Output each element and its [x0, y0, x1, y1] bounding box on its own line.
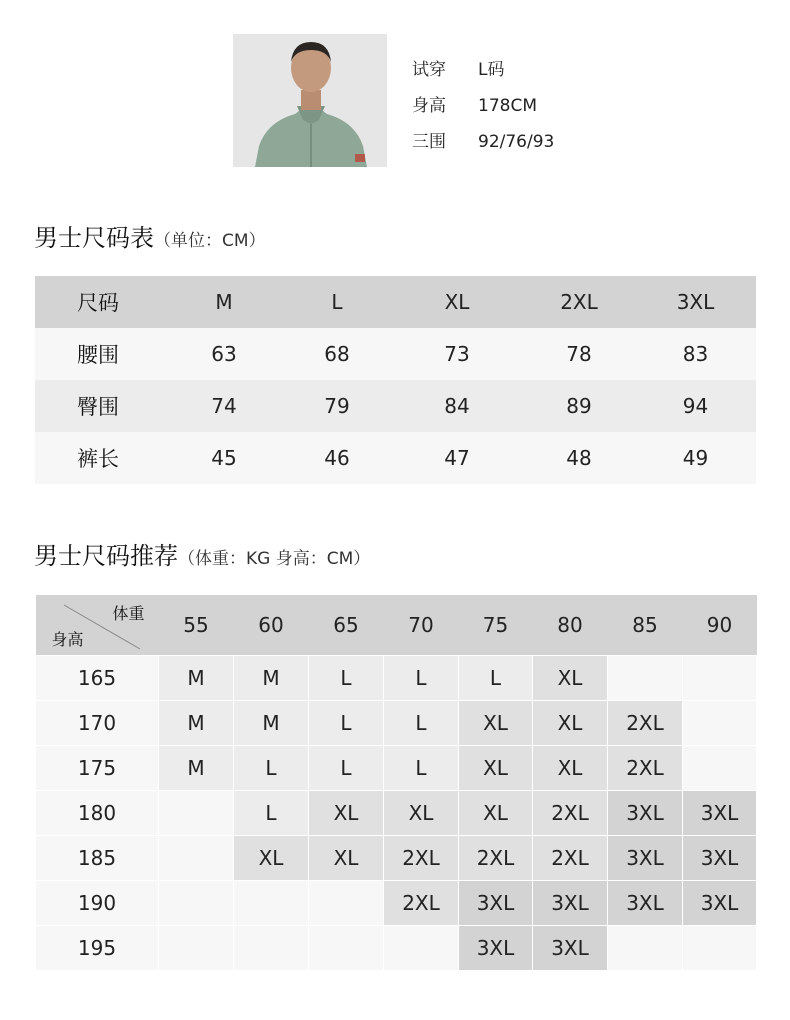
- measurements-value: 92/76/93: [478, 132, 555, 152]
- size-cell: [234, 881, 309, 926]
- table-row: [36, 926, 757, 971]
- table-cell: 83: [635, 328, 756, 380]
- size-cell: 3XL: [459, 926, 533, 971]
- height-value: 195: [36, 926, 159, 971]
- size-cell: [683, 701, 757, 746]
- table-cell: 46: [283, 432, 391, 484]
- height-value: 178CM: [478, 96, 537, 116]
- weight-header: 75: [459, 595, 533, 656]
- size-cell: [683, 656, 757, 701]
- header-cell: M: [165, 276, 283, 328]
- recommend-title: [34, 536, 370, 571]
- recommend-body: [36, 656, 757, 971]
- size-cell: XL: [234, 836, 309, 881]
- table-cell: 45: [165, 432, 283, 484]
- header-cell: L: [283, 276, 391, 328]
- height-value: 185: [36, 836, 159, 881]
- fit-size-row: [412, 52, 554, 88]
- size-cell: XL: [309, 791, 384, 836]
- size-cell: M: [159, 746, 234, 791]
- height-value: 165: [36, 656, 159, 701]
- size-cell: XL: [533, 701, 608, 746]
- size-cell: [683, 926, 757, 971]
- table-cell: 78: [523, 328, 635, 380]
- size-cell: 3XL: [459, 881, 533, 926]
- size-cell: XL: [533, 656, 608, 701]
- size-chart-header-row: [35, 276, 756, 328]
- height-label: 身高: [412, 96, 446, 116]
- size-cell: 2XL: [384, 836, 459, 881]
- weight-header: 80: [533, 595, 608, 656]
- table-row: [36, 836, 757, 881]
- table-cell: 84: [391, 380, 523, 432]
- height-value: 170: [36, 701, 159, 746]
- size-chart-unit-note: （单位：CM）: [154, 231, 266, 251]
- table-row: [36, 701, 757, 746]
- table-cell: 74: [165, 380, 283, 432]
- size-cell: 2XL: [459, 836, 533, 881]
- table-row: [35, 380, 756, 432]
- weight-header: 55: [159, 595, 234, 656]
- size-cell: [608, 926, 683, 971]
- size-cell: 3XL: [683, 791, 757, 836]
- row-label: 腰围: [35, 328, 165, 380]
- size-cell: 3XL: [533, 926, 608, 971]
- size-cell: [309, 881, 384, 926]
- height-value: 180: [36, 791, 159, 836]
- recommend-title-text: 男士尺码推荐: [34, 542, 178, 570]
- size-cell: [384, 926, 459, 971]
- size-chart-title-text: 男士尺码表: [34, 224, 154, 252]
- measurements-label: 三围: [412, 132, 446, 152]
- size-chart-table: [35, 276, 756, 484]
- weight-header: 85: [608, 595, 683, 656]
- size-cell: M: [159, 701, 234, 746]
- height-value: 190: [36, 881, 159, 926]
- table-cell: 49: [635, 432, 756, 484]
- weight-axis-label: 体重: [112, 604, 145, 623]
- table-row: [36, 881, 757, 926]
- size-cell: 3XL: [608, 836, 683, 881]
- size-cell: 2XL: [533, 836, 608, 881]
- size-cell: [234, 926, 309, 971]
- fit-size-value: L码: [478, 60, 505, 80]
- size-cell: 2XL: [384, 881, 459, 926]
- table-cell: 68: [283, 328, 391, 380]
- model-info: [412, 52, 554, 160]
- height-axis-label: 身高: [51, 630, 84, 649]
- header-cell: 2XL: [523, 276, 635, 328]
- weight-header: 60: [234, 595, 309, 656]
- size-cell: 3XL: [683, 881, 757, 926]
- row-label: 裤长: [35, 432, 165, 484]
- size-cell: L: [459, 656, 533, 701]
- size-cell: L: [384, 656, 459, 701]
- size-cell: 3XL: [533, 881, 608, 926]
- size-cell: L: [234, 791, 309, 836]
- table-row: [35, 432, 756, 484]
- fit-size-label: 试穿: [412, 60, 446, 80]
- size-chart-title: [34, 218, 266, 253]
- table-cell: 48: [523, 432, 635, 484]
- size-cell: XL: [459, 791, 533, 836]
- weight-header: 70: [384, 595, 459, 656]
- size-cell: L: [309, 746, 384, 791]
- size-cell: M: [159, 656, 234, 701]
- height-row: [412, 88, 554, 124]
- measurements-row: [412, 124, 554, 160]
- size-cell: 3XL: [683, 836, 757, 881]
- model-illustration: [233, 34, 387, 167]
- size-cell: [683, 746, 757, 791]
- header-cell: 尺码: [35, 276, 165, 328]
- table-cell: 94: [635, 380, 756, 432]
- table-row: [35, 328, 756, 380]
- size-cell: [309, 926, 384, 971]
- table-cell: 89: [523, 380, 635, 432]
- size-cell: M: [234, 701, 309, 746]
- size-cell: [159, 881, 234, 926]
- size-cell: 2XL: [533, 791, 608, 836]
- size-cell: XL: [384, 791, 459, 836]
- table-cell: 63: [165, 328, 283, 380]
- corner-header-cell: [36, 595, 159, 656]
- size-cell: XL: [533, 746, 608, 791]
- size-cell: L: [309, 656, 384, 701]
- model-photo: [233, 34, 387, 167]
- table-row: [36, 746, 757, 791]
- recommend-unit-note: （体重：KG 身高：CM）: [178, 549, 371, 569]
- recommend-header-row: [36, 595, 757, 656]
- header-cell: 3XL: [635, 276, 756, 328]
- size-cell: XL: [309, 836, 384, 881]
- size-cell: [159, 836, 234, 881]
- size-cell: XL: [459, 746, 533, 791]
- size-cell: L: [309, 701, 384, 746]
- size-cell: [608, 656, 683, 701]
- size-cell: L: [384, 746, 459, 791]
- size-cell: 2XL: [608, 701, 683, 746]
- size-cell: XL: [459, 701, 533, 746]
- size-cell: 3XL: [608, 791, 683, 836]
- size-cell: L: [234, 746, 309, 791]
- weight-header: 65: [309, 595, 384, 656]
- recommend-table: [35, 595, 757, 971]
- size-cell: M: [234, 656, 309, 701]
- size-cell: 2XL: [608, 746, 683, 791]
- table-cell: 79: [283, 380, 391, 432]
- size-cell: 3XL: [608, 881, 683, 926]
- size-cell: [159, 791, 234, 836]
- header-cell: XL: [391, 276, 523, 328]
- weight-header: 90: [683, 595, 757, 656]
- table-row: [36, 791, 757, 836]
- table-cell: 73: [391, 328, 523, 380]
- row-label: 臀围: [35, 380, 165, 432]
- table-row: [36, 656, 757, 701]
- size-cell: L: [384, 701, 459, 746]
- size-cell: [159, 926, 234, 971]
- height-value: 175: [36, 746, 159, 791]
- table-cell: 47: [391, 432, 523, 484]
